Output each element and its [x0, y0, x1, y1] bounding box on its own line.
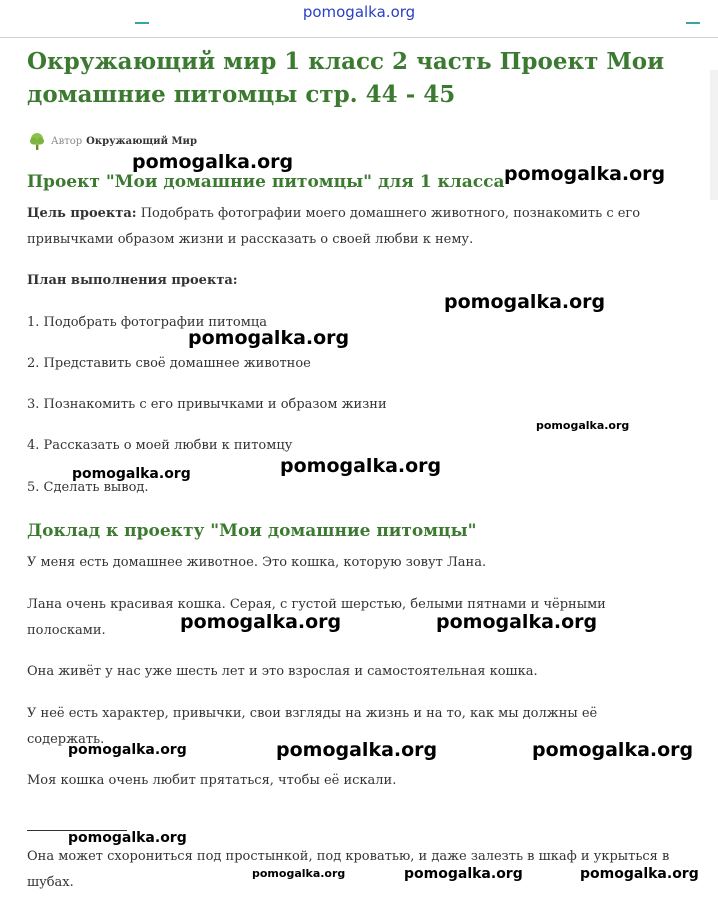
watermark: pomogalka.org	[580, 866, 699, 882]
plan-item: 3. Познакомить с его привычками и образом жизни	[27, 397, 387, 412]
watermark: pomogalka.org	[536, 419, 630, 432]
plan-heading-text: План выполнения проекта:	[27, 273, 238, 288]
report-paragraph: У меня есть домашнее животное. Это кошка, которую зовут Лана.	[27, 555, 487, 570]
sidebar-edge	[710, 70, 718, 200]
watermark: pomogalka.org	[532, 739, 694, 761]
goal-text: Подобрать фотографии моего домашнего животного, познакомить с его привычками образом жизни и рассказать о своей любви к нему.	[27, 206, 641, 247]
site-header-link[interactable]: pomogalka.org	[302, 3, 416, 21]
watermark: pomogalka.org	[68, 830, 187, 846]
watermark: pomogalka.org	[436, 611, 598, 633]
report-paragraph: Она живёт у нас уже шесть лет и это взрослая и самостоятельная кошка.	[27, 664, 538, 679]
author-name[interactable]: Окружающий Мир	[86, 135, 197, 147]
report-paragraph: Лана очень красивая кошка. Серая, с густой шерстью, белыми пятнами и чёрными полосками.	[27, 597, 606, 638]
author-line	[27, 130, 197, 152]
plan-item: 1. Подобрать фотографии питомца	[27, 315, 267, 330]
tree-icon	[27, 131, 47, 151]
watermark: pomogalka.org	[132, 151, 294, 173]
watermark: pomogalka.org	[444, 291, 606, 313]
author-label: Автор	[51, 135, 83, 147]
watermark: pomogalka.org	[404, 866, 523, 882]
watermark: pomogalka.org	[280, 455, 442, 477]
watermark: pomogalka.org	[504, 163, 666, 185]
menu-dash-left[interactable]	[135, 22, 149, 24]
menu-dash-right[interactable]	[686, 22, 700, 24]
goal-paragraph	[27, 201, 677, 253]
plan-item: 4. Рассказать о моей любви к питомцу	[27, 438, 293, 453]
watermark: pomogalka.org	[180, 611, 342, 633]
project-heading: Проект "Мои домашние питомцы" для 1 класса	[27, 172, 505, 192]
watermark: pomogalka.org	[68, 742, 187, 758]
plan-item: 5. Сделать вывод.	[27, 480, 149, 495]
page-title: Окружающий мир 1 класс 2 часть Проект Мои домашние питомцы стр. 44 - 45	[27, 48, 665, 108]
plan-item: 2. Представить своё домашнее животное	[27, 356, 311, 371]
top-bar	[0, 0, 718, 38]
goal-label: Цель проекта:	[27, 206, 137, 221]
report-paragraph: Она может схорониться под простынкой, под кроватью, и даже залезть в шкаф и укрыться в шубах.	[27, 849, 670, 890]
watermark: pomogalka.org	[188, 327, 350, 349]
watermark: pomogalka.org	[276, 739, 438, 761]
report-paragraph: Моя кошка очень любит прятаться, чтобы её искали.	[27, 773, 397, 788]
report-paragraph: У неё есть характер, привычки, свои взгляды на жизнь и на то, как мы должны её содержать.	[27, 706, 598, 747]
watermark: pomogalka.org	[72, 466, 191, 482]
report-heading: Доклад к проекту "Мои домашние питомцы"	[27, 521, 477, 541]
watermark: pomogalka.org	[252, 867, 346, 880]
